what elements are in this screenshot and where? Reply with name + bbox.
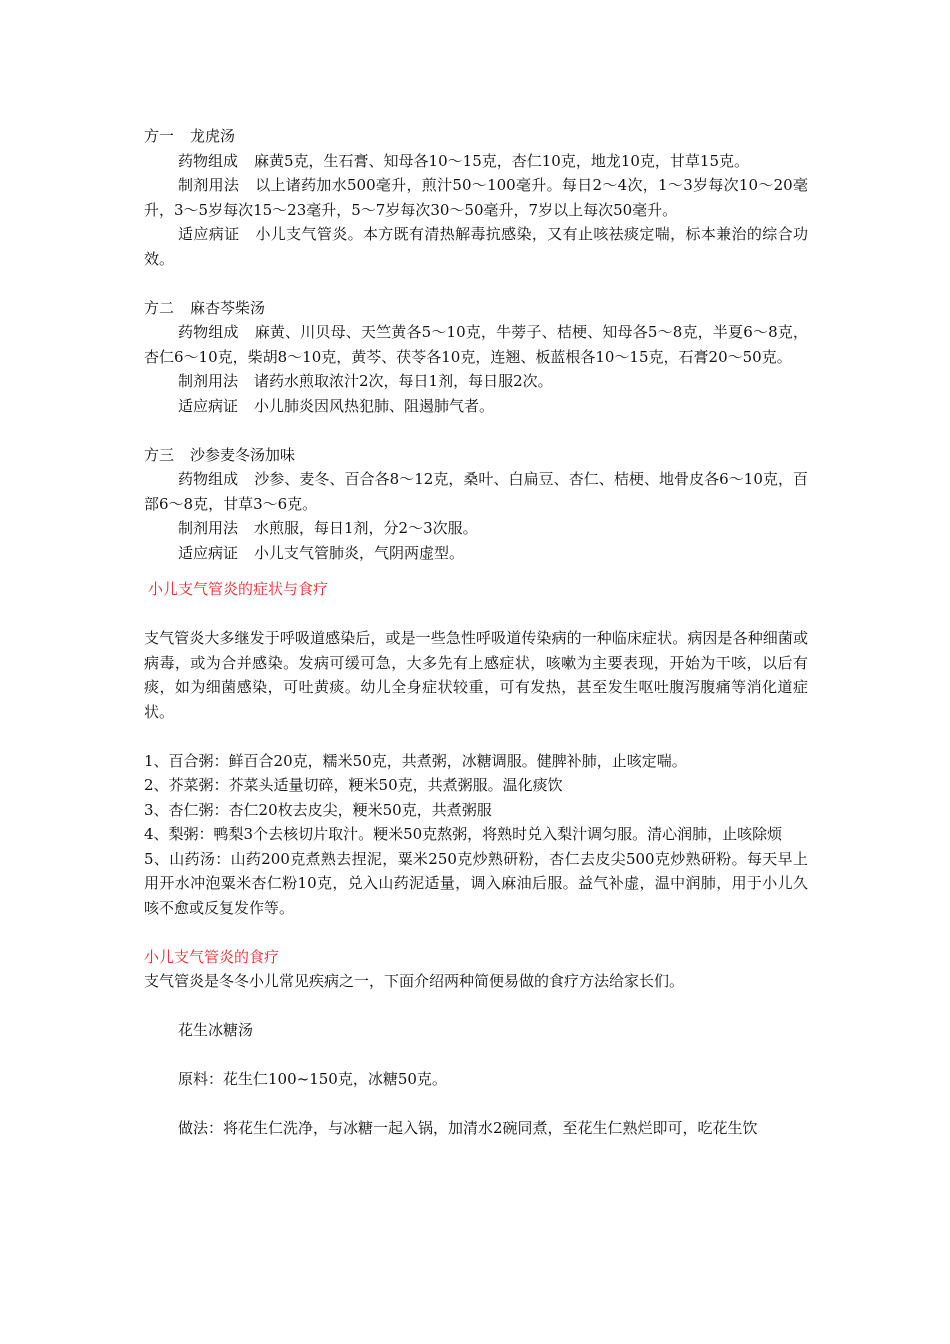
formula-3-composition-label: 药物组成 (178, 470, 239, 488)
formula-1-composition-text: 麻黄5克，生石膏、知母各10～15克，杏仁10克，地龙10克，甘草15克。 (254, 151, 749, 170)
list-item: 1、百合粥：鲜百合20克，糯米50克，共煮粥，冰糖调服。健脾补肺，止咳定喘。 (144, 751, 687, 770)
recipe-name: 花生冰糖汤 (178, 1021, 254, 1039)
list-item: 5、山药汤：山药200克煮熟去捏泥，粟米250克炒熟研粉，杏仁去皮尖500克炒熟研粉。每天早上用开水冲泡粟米杏仁粉10克，兑入山药泥适量，调入麻油后服。益气补虚，温中润肺，用于小儿久咳不愈或反复发作等。 (144, 849, 808, 917)
formula-1-preparation-text: 以上诸药加水500毫升，煎汁50～100毫升。每日2～4次，1～3岁每次10～20毫升，3～5岁每次15～23毫升，5～7岁每次30～50毫升，7岁以上每次50毫升。 (144, 176, 808, 219)
formula-3-heading (144, 443, 808, 468)
formula-2-indication-text: 小儿肺炎因风热犯肺、阻遏肺气者。 (254, 396, 495, 415)
list-item: 2、芥菜粥：芥菜头适量切碎，粳米50克，共煮粥服。温化痰饮 (144, 776, 563, 794)
formula-2-preparation (144, 369, 808, 394)
spacer (144, 994, 808, 1019)
formula-1-preparation (144, 173, 808, 222)
list-item: 3、杏仁粥：杏仁20枚去皮尖，粳米50克，共煮粥服 (144, 800, 492, 819)
formula-2-composition-label: 药物组成 (178, 323, 239, 341)
spacer (144, 271, 808, 296)
spacer (144, 1043, 808, 1068)
spacer (144, 418, 808, 443)
list-item: 4、梨粥：鸭梨3个去核切片取汁。粳米50克熬粥，将熟时兑入梨汁调匀服。清心润肺，止咳除烦 (144, 825, 783, 843)
section-2-title: 小儿支气管炎的食疗 (144, 947, 280, 966)
formula-1-indication-label: 适应病证 (178, 225, 240, 243)
formula-1-composition (144, 149, 808, 174)
formula-2-preparation-label: 制剂用法 (178, 372, 239, 390)
formula-2-preparation-text: 诸药水煎取浓汁2次，每日1剂，每日服2次。 (254, 372, 553, 390)
section-1-title: 小儿支气管炎的症状与食疗 (148, 580, 329, 598)
spacer (144, 724, 808, 749)
formula-1-indication-text: 小儿支气管炎。本方既有清热解毒抗感染，又有止咳祛痰定喘，标本兼治的综合功效。 (144, 225, 808, 268)
formula-1-heading (144, 124, 808, 149)
section-1-intro: 支气管炎大多继发于呼吸道感染后，或是一些急性呼吸道传染病的一种临床症状。病因是各种细菌或病毒，或为合并感染。发病可缓可急，大多先有上感症状，咳嗽为主要表现，开始为干咳，以后有痰，如为细菌感染，可吐黄痰。幼儿全身症状较重，可有发热，甚至发生呕吐腹泻腹痛等消化道症状。 (144, 629, 808, 721)
formula-3-preparation-label: 制剂用法 (178, 519, 239, 537)
formula-3-name: 沙参麦冬汤加味 (190, 445, 296, 464)
formula-2-indication-label: 适应病证 (178, 396, 239, 415)
formula-3-preparation-text: 水煎服，每日1剂，分2～3次服。 (254, 519, 478, 537)
formula-3-composition (144, 467, 808, 516)
spacer (144, 920, 808, 945)
formula-3-composition-text: 沙参、麦冬、百合各8～12克，桑叶、白扁豆、杏仁、桔梗、地骨皮各6～10克，百部6～8克，甘草3～6克。 (144, 470, 808, 513)
formula-3-indication-text: 小儿支气管肺炎，气阴两虚型。 (254, 543, 465, 562)
recipe-method: 做法：将花生仁洗净，与冰糖一起入锅，加清水2碗同煮，至花生仁熟烂即可，吃花生饮 (178, 1119, 758, 1137)
formula-3-indication-label: 适应病证 (178, 543, 239, 562)
formula-3-label: 方三 (144, 445, 175, 464)
section-2-intro: 支气管炎是冬冬小儿常见疾病之一，下面介绍两种简便易做的食疗方法给家长们。 (144, 972, 685, 990)
formula-2-label: 方二 (144, 298, 175, 317)
formula-3-indication (144, 541, 808, 566)
formula-3-preparation (144, 516, 808, 541)
spacer (144, 1092, 808, 1117)
formula-2-composition (144, 320, 808, 369)
formula-1-label: 方一 (144, 127, 175, 145)
formula-1-preparation-label: 制剂用法 (178, 176, 240, 194)
formula-1-indication (144, 222, 808, 271)
formula-1-name: 龙虎汤 (190, 127, 236, 145)
formula-2-heading (144, 296, 808, 321)
formula-2-indication (144, 394, 808, 419)
formula-1-composition-label: 药物组成 (178, 151, 239, 170)
recipe-ingredients: 原料：花生仁100~150克，冰糖50克。 (178, 1070, 447, 1088)
document-page (144, 124, 808, 1141)
formula-2-composition-text: 麻黄、川贝母、天竺黄各5～10克，牛蒡子、桔梗、知母各5～8克，半夏6～8克，杏仁6～10克，柴胡8～10克，黄芩、茯苓各10克，连翘、板蓝根各10～15克，石膏20～50克。 (144, 323, 808, 366)
spacer (144, 602, 808, 627)
formula-2-name: 麻杏芩柴汤 (190, 298, 266, 317)
spacer (144, 565, 808, 577)
